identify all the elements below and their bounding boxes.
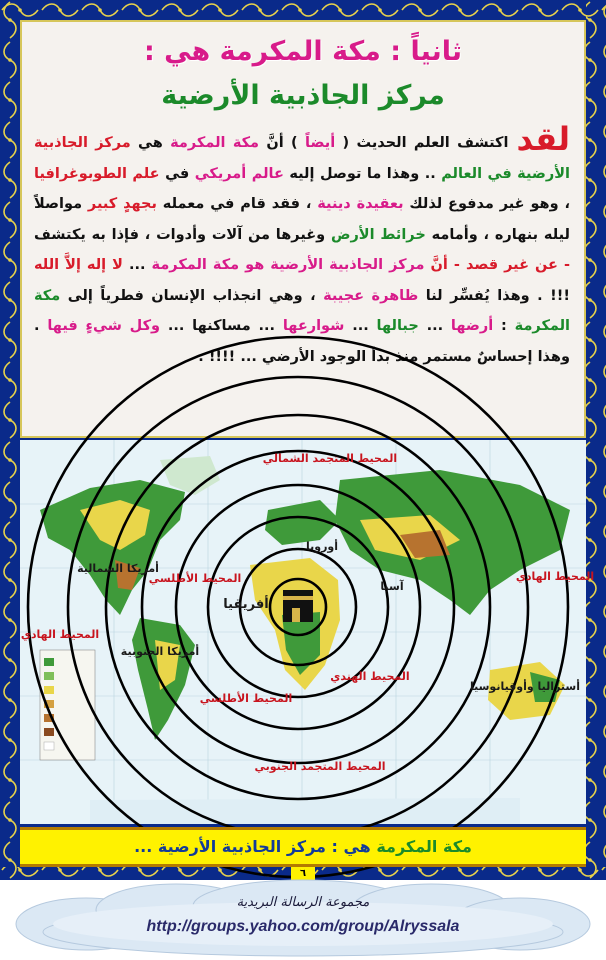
text-highlight: ظاهرة عجيبة	[323, 287, 419, 304]
page-title-line1: ثانياً : مكة المكرمة هي :	[143, 36, 463, 67]
text-run: وهو غير مدفوع لذلك	[403, 196, 559, 212]
text-run: - عن غير قصد - أنَّ	[424, 257, 570, 273]
group-name: مجموعة الرسالة البريدية	[236, 895, 370, 910]
text-run: ...	[344, 318, 377, 334]
text-highlight: أرضها	[450, 318, 494, 334]
text-highlight: المكرمة	[514, 318, 571, 334]
text-highlight: علم الطوبوغرافيا	[34, 165, 160, 182]
text-run: ليله بنهاره ، وأمامه	[425, 226, 570, 243]
text-highlight: مكة المكرمة	[170, 135, 260, 151]
page-title-line2: مركز الجاذبية الأرضية	[161, 80, 445, 111]
text-run: ...	[122, 257, 152, 273]
text-run: :	[493, 318, 515, 334]
text-run: ، وهي انجذاب الإنسان فطرياً إلى	[60, 287, 324, 304]
text-run: ،	[564, 196, 570, 212]
label-south-america: أمريكا الجنوبية	[120, 645, 200, 658]
label-australia: أستراليا وأوقيانوسيا	[469, 680, 581, 693]
text-highlight: جبالها	[376, 318, 419, 334]
text-run: . وهذا	[34, 318, 570, 365]
text-run: إحساسٌ مستمر منذ بدأ الوجود الأرضي ... !!!! .	[198, 348, 533, 365]
lead-word: لقد	[516, 120, 570, 158]
text-run: ) أنَّ	[259, 135, 306, 151]
text-run: .. وهذا ما توصل إليه	[283, 165, 442, 182]
label-indian: المحيط الهندي	[330, 670, 410, 683]
label-atlantic-south: المحيط الأطلسي	[199, 692, 293, 705]
kaaba-icon	[283, 590, 313, 622]
article-paragraph	[34, 120, 571, 372]
text-run: وهذا يُفسِّر لنا	[418, 287, 530, 304]
text-highlight: بعقيدة دينية	[317, 196, 404, 212]
text-highlight: شوارعها	[282, 318, 345, 334]
label-atlantic-north: المحيط الأطلسي	[148, 572, 242, 585]
world-map	[20, 440, 595, 824]
caption-bar	[20, 827, 586, 867]
text-run: !!! .	[537, 287, 570, 304]
text-highlight: مكة	[34, 287, 61, 304]
label-arctic: المحيط المتجمد الشمالي	[262, 452, 398, 465]
text-highlight: لا إله إلاَّ الله	[34, 257, 123, 273]
text-highlight: مركز الجاذبية الأرضية هو مكة المكرمة	[151, 257, 425, 273]
text-run: ...	[418, 318, 451, 334]
text-highlight: وكل شيءٍ فيها	[47, 318, 161, 334]
text-run: وغيرها من آلات وأدوات ، فإذا به يكتشف	[34, 226, 331, 243]
text-panel	[20, 20, 586, 438]
label-antarctic: المحيط المتجمد الجنوبي	[254, 760, 386, 773]
text-run: ... مساكنها ...	[160, 318, 283, 334]
label-pacific-east: المحيط الهادي	[515, 570, 595, 583]
text-run: ، فقد قام في معمله	[156, 196, 318, 212]
label-north-america: أمريكا الشمالية	[77, 562, 159, 575]
text-highlight: بجهدٍ كبير	[87, 196, 157, 212]
text-run: في	[159, 165, 195, 182]
text-run: اكتشف العلم الحديث (	[335, 135, 509, 151]
world-map-graphic	[20, 440, 595, 824]
group-url[interactable]: http://groups.yahoo.com/group/Alryssala	[146, 918, 460, 935]
caption-text	[134, 837, 472, 856]
map-legend	[40, 650, 95, 760]
text-highlight: الأرضية في العالم	[441, 165, 570, 182]
label-africa: أفريقيا	[223, 597, 269, 612]
text-run: مواصلاً	[34, 196, 88, 212]
text-highlight: مركز الجاذبية	[34, 135, 131, 151]
text-highlight: خرائط الأرض	[330, 226, 426, 243]
label-asia: آسيا	[380, 580, 404, 593]
caption-rest: هي : مركز الجاذبية الأرضية ...	[134, 837, 377, 856]
label-europe: أوروبا	[305, 540, 339, 553]
page-number: ٦	[291, 867, 315, 880]
label-pacific-west: المحيط الهادي	[20, 628, 100, 641]
text-highlight: عالم أمريكي	[194, 165, 284, 182]
text-run: هي	[130, 135, 171, 151]
text-highlight: أيضاً	[305, 135, 336, 151]
caption-highlight: مكة المكرمة	[376, 837, 472, 856]
